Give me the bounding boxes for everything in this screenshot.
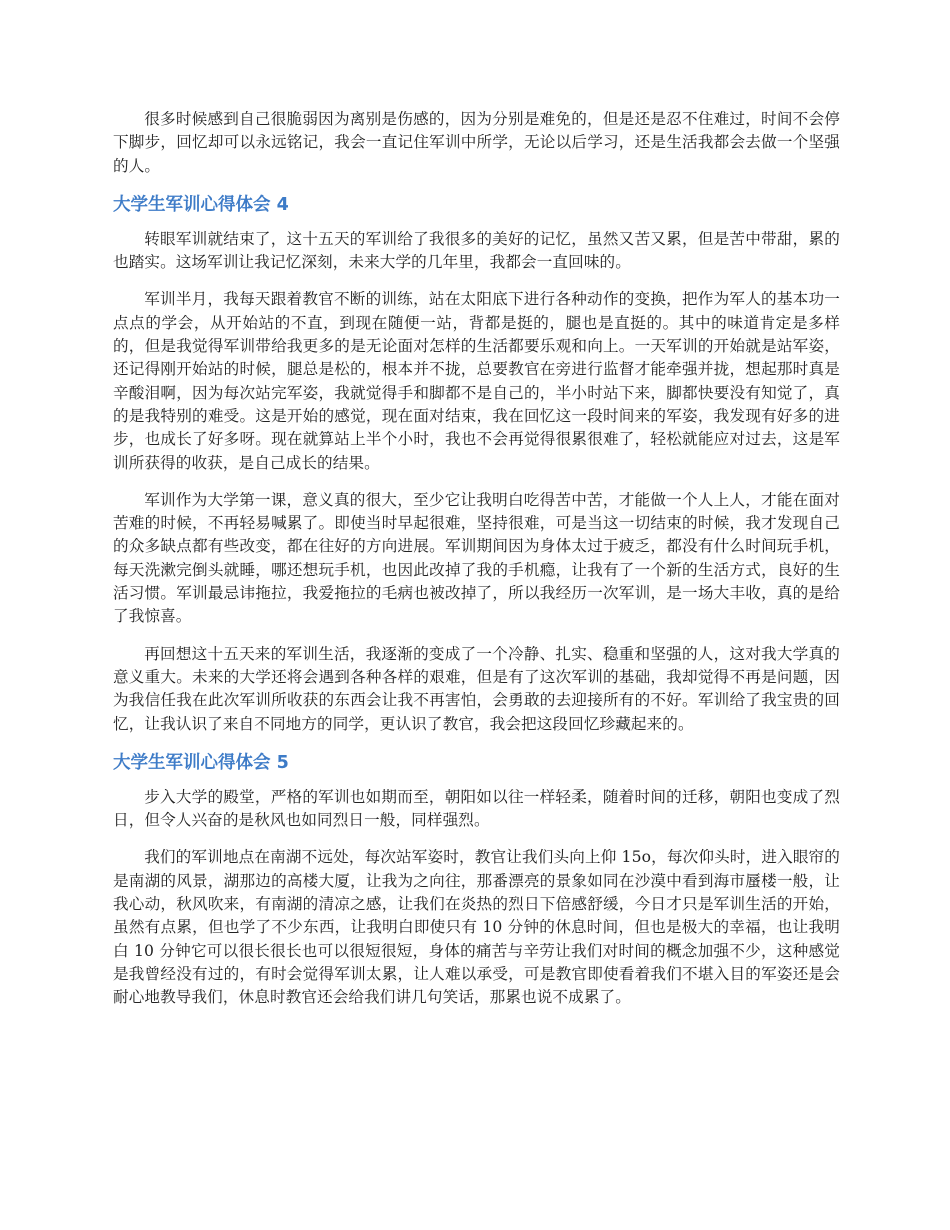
section-heading: 大学生军训心得体会 4 [113,194,289,215]
paragraph: 军训作为大学第一课，意义真的很大，至少它让我明白吃得苦中苦，才能做一个人上人，才能在面对苦难的时候，不再轻易喊累了。即使当时早起很难，坚持很难，可是当这一切结束的时候，我才发现自己的众多缺点都有些改变，都在往好的方向进展。军训期间因为身体太过于疲乏，都没有什么时间玩手机，每天洗漱完倒头就睡，哪还想玩手机，也因此改掉了我的手机瘾，让我有了一个新的生活方式，良好的生活习惯。军训最忌讳拖拉，我爱拖拉的毛病也被改掉了，所以我经历一次军训，是一场大丰收，真的是给了我惊喜。 [113,490,840,626]
paragraph: 我们的军训地点在南湖不远处，每次站军姿时，教官让我们头向上仰 15o，每次仰头时，进入眼帘的是南湖的风景，湖那边的高楼大厦，让我为之向往，那番漂亮的景象如同在沙漠中看到海市蜃楼一般，让我心动，秋风吹来，有南湖的清凉之感，让我们在炎热的烈日下倍感舒缓，今日才只是军训生活的开始，虽然有点累，但也学了不少东西，让我明白即使只有 10 分钟的休息时间，但也是极大的幸福，也让我明白 10 分钟它可以很长很长也可以很短很短，身体的痛苦与辛劳让我们对时间的概念加强不少，这种感觉是我曾经没有过的，有时会觉得军训太累，让人难以承受，可是教官即使看着我们不堪入目的军姿还是会耐心地教导我们，休息时教官还会给我们讲几句笑话，那累也说不成累了。 [113,848,840,1007]
paragraph: 军训半月，我每天跟着教官不断的训练，站在太阳底下进行各种动作的变换，把作为军人的基本功一点点的学会，从开始站的不直，到现在随便一站，背都是挺的，腿也是直挺的。其中的味道肯定是多样的，但是我觉得军训带给我更多的是无论面对怎样的生活都要乐观和向上。一天军训的开始就是站军姿，还记得刚开始站的时候，腿总是松的，根本并不拢，总要教官在旁进行监督才能牵强并拢，想起那时真是辛酸泪啊，因为每次站完军姿，我就觉得手和脚都不是自己的，半小时站下来，脚都快要没有知觉了，真的是我特别的难受。这是开始的感觉，现在面对结束，我在回忆这一段时间来的军姿，我发现有好多的进步，也成长了好多呀。现在就算站上半个小时，我也不会再觉得很累很难了，轻松就能应对过去，这是军训所获得的收获，是自己成长的结果。 [113,290,840,472]
paragraph: 步入大学的殿堂，严格的军训也如期而至，朝阳如以往一样轻柔，随着时间的迁移，朝阳也变成了烈日，但令人兴奋的是秋风也如同烈日一般，同样强烈。 [113,787,840,830]
paragraph: 很多时候感到自己很脆弱因为离别是伤感的，因为分别是难免的，但是还是忍不住难过，时间不会停下脚步，回忆却可以永远铭记，我会一直记住军训中所学，无论以后学习，还是生活我都会去做一个坚强的人。 [113,110,840,175]
section-heading: 大学生军训心得体会 5 [113,752,289,773]
document-page [113,108,840,1024]
paragraph: 再回想这十五天来的军训生活，我逐渐的变成了一个冷静、扎实、稳重和坚强的人，这对我大学真的意义重大。未来的大学还将会遇到各种各样的艰难，但是有了这次军训的基础，我却觉得不再是问题，因为我信任我在此次军训所收获的东西会让我不再害怕，会勇敢的去迎接所有的不好。军训给了我宝贵的回忆，让我认识了来自不同地方的同学，更认识了教官，我会把这段回忆珍藏起来的。 [113,644,840,733]
paragraph: 转眼军训就结束了，这十五天的军训给了我很多的美好的记忆，虽然又苦又累，但是苦中带甜，累的也踏实。这场军训让我记忆深刻，未来大学的几年里，我都会一直回味的。 [113,229,840,272]
